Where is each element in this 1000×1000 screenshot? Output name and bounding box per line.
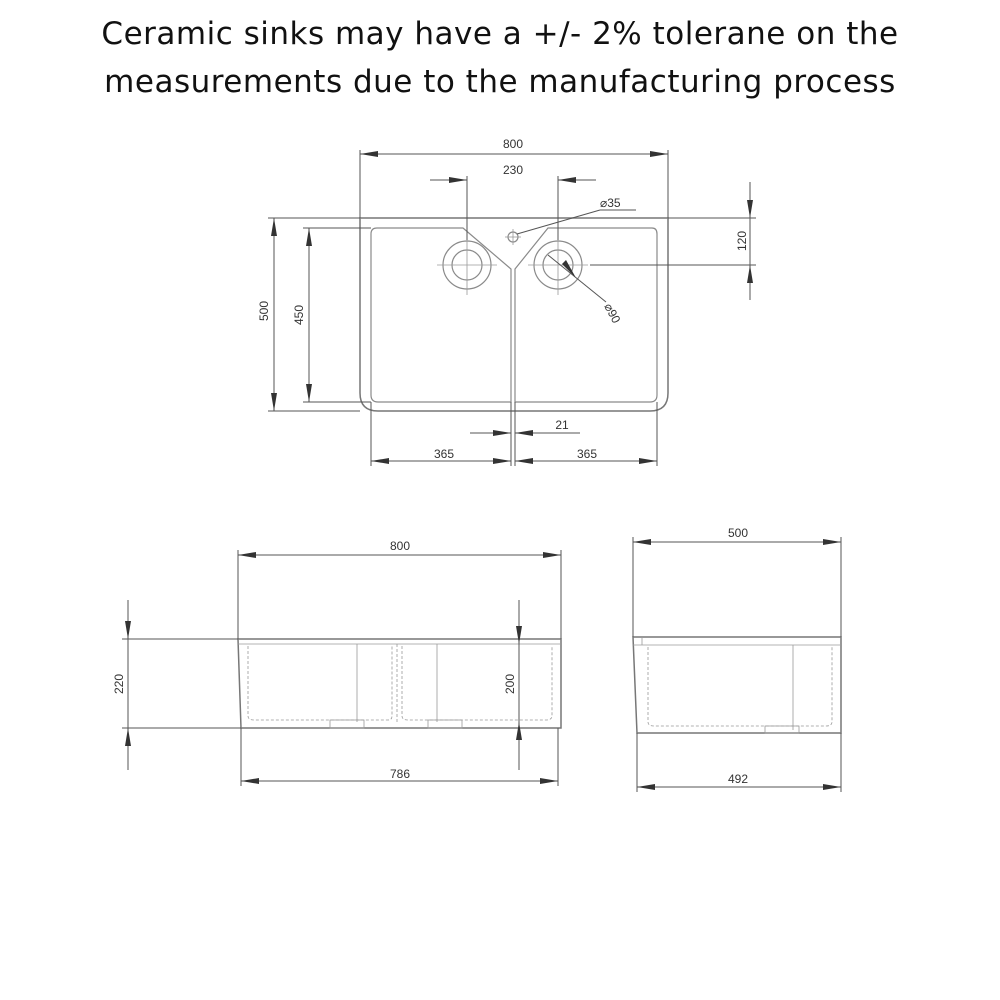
label-front-top-width: 800 [389,539,411,553]
dim-waste-diameter [548,255,624,326]
label-front-height: 220 [112,673,126,695]
label-tap-hole-diameter: ⌀35 [600,196,621,210]
side-bowl-hidden-line [648,647,832,726]
label-front-to-tap: 120 [735,230,749,252]
left-bowl-hidden-line [248,646,392,720]
plan-view [257,137,756,466]
label-divider-width: 21 [555,418,569,432]
dim-overall-width [360,137,668,218]
dim-front-bottom-width [241,728,558,786]
side-view [633,526,841,792]
label-tap-spacing: 230 [502,163,524,177]
side-waste-stub [765,726,799,733]
label-front-bowl-height: 200 [503,673,517,695]
left-waste-stub [330,720,364,728]
label-side-bottom-width: 492 [727,772,749,786]
left-waste-outlet [437,235,497,295]
sink-outline-side [633,637,841,733]
label-left-bowl-width: 365 [433,447,455,461]
dim-side-bottom-width [637,733,841,792]
dim-bowl-depth [292,228,371,402]
label-bowl-depth: 450 [292,304,306,326]
front-view [112,539,561,786]
left-bowl-outline [371,228,511,402]
dim-front-bowl-height [503,600,522,770]
dim-front-top-width [238,539,561,639]
label-overall-width: 800 [502,137,524,151]
dim-side-top-width [633,526,841,637]
label-side-top-width: 500 [727,526,749,540]
right-waste-outlet [528,235,588,295]
right-bowl-hidden-line [402,646,552,720]
tap-hole [505,229,521,245]
label-overall-depth: 500 [257,300,271,322]
tolerance-note-line-1: Ceramic sinks may have a +/- 2% tolerane on the [101,16,899,52]
dim-front-height [112,600,241,770]
label-front-bottom-width: 786 [389,767,411,781]
label-waste-diameter: ⌀90 [601,300,624,326]
right-waste-stub [428,720,462,728]
tolerance-note-line-2: measurements due to the manufacturing process [104,64,896,100]
label-right-bowl-width: 365 [576,447,598,461]
